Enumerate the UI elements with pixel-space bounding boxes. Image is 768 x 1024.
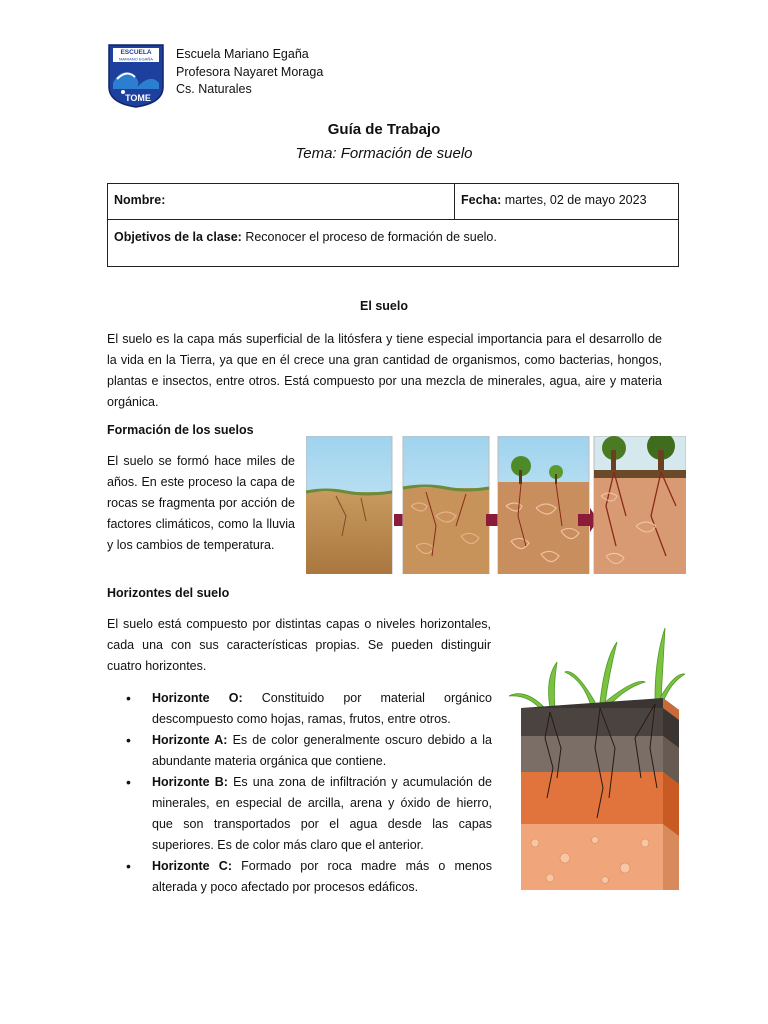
- horizon-label: Horizonte C:: [152, 859, 232, 873]
- page-title: Guía de Trabajo: [327, 121, 441, 138]
- list-item: [126, 856, 492, 898]
- objectives-cell: [108, 220, 678, 254]
- list-item: [126, 730, 492, 772]
- horizon-text: Es una zona de infiltración y acumulación de minerales, en especial de arcilla, arena y óxido de hierro, que son transportados por el agua desde las capas superiores. Es de color más claro que el anterior.: [152, 775, 492, 852]
- date-value: martes, 02 de mayo 2023: [501, 193, 647, 207]
- logo-top-text: ESCUELA: [120, 49, 152, 56]
- intro-paragraph: El suelo es la capa más superficial de la litósfera y tiene especial importancia para el desarrollo de la vida en la Tierra, ya que en él crece una gran cantidad de organismos, como bacterias, hongos, plantas e insectos, entre otros. Está compuesto por una mezcla de minerales, agua, aire y materia orgánica.: [107, 332, 662, 409]
- school-logo: [107, 43, 165, 109]
- horizon-label: Horizonte B:: [152, 775, 228, 789]
- horizon-label: Horizonte O:: [152, 691, 243, 705]
- teacher-name: Profesora Nayaret Moraga: [176, 64, 324, 79]
- objectives-label: Objetivos de la clase:: [114, 230, 242, 244]
- header-info: [176, 46, 323, 99]
- horizon-text: Formado por roca madre más o menos alterada y poco afectado por procesos edáficos.: [152, 859, 492, 894]
- horizons-list: [126, 688, 492, 898]
- list-item: [126, 688, 492, 730]
- student-info-table: [107, 183, 679, 267]
- soil-formation-illustration: [306, 436, 686, 574]
- formation-stage-4: [594, 436, 686, 574]
- date-label: Fecha:: [461, 193, 502, 207]
- formation-stage-2: [403, 436, 489, 574]
- horizon-text: Constituido por material orgánico descompuesto como hojas, ramas, frutos, entre otros.: [152, 691, 493, 726]
- bullet-icon: •: [126, 732, 131, 748]
- bullet-icon: •: [126, 774, 131, 790]
- name-cell[interactable]: [108, 184, 455, 220]
- soil-horizons-illustration: [505, 628, 685, 900]
- formation-stage-1: [306, 436, 392, 574]
- horizons-intro: El suelo está compuesto por distintas capas o niveles horizontales, cada una con sus características propias. Se pueden distinguir cuatro horizontes.: [107, 617, 491, 673]
- name-label: Nombre:: [114, 193, 166, 207]
- bullet-icon: •: [126, 858, 131, 874]
- list-item: [126, 772, 492, 856]
- formation-stage-3: [498, 436, 589, 574]
- objectives-value: Reconocer el proceso de formación de suelo.: [241, 230, 497, 244]
- info-row-top: [108, 184, 678, 220]
- formation-text: El suelo se formó hace miles de años. En este proceso la capa de rocas se fragmenta por acción de factores climáticos, como la lluvia y los cambios de temperatura.: [107, 454, 295, 552]
- horizons-heading: Horizontes del suelo: [107, 586, 230, 600]
- bullet-icon: •: [126, 690, 131, 706]
- logo-sub-text: MARIANO EGAÑA: [119, 56, 153, 62]
- page-subtitle: Tema: Formación de suelo: [295, 145, 473, 162]
- section-title: El suelo: [360, 299, 408, 313]
- subject-name: Cs. Naturales: [176, 82, 252, 96]
- logo-bottom-text: TOME: [125, 93, 151, 103]
- horizon-text: Es de color generalmente oscuro debido a la abundante materia orgánica que contiene.: [152, 733, 492, 768]
- horizon-label: Horizonte A:: [152, 733, 228, 747]
- school-name: Escuela Mariano Egaña: [176, 47, 309, 61]
- formation-heading: Formación de los suelos: [107, 423, 254, 437]
- date-cell: [455, 184, 678, 220]
